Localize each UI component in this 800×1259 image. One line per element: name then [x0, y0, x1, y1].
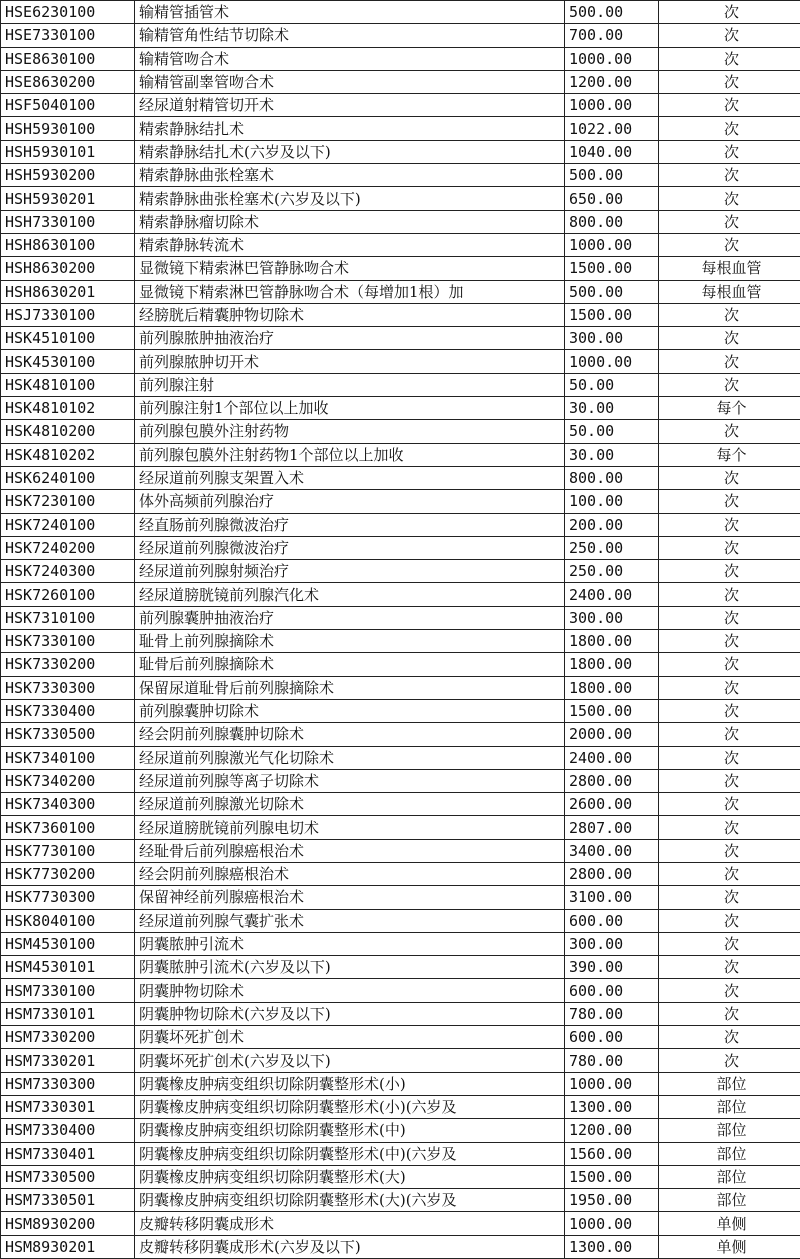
item-code: HSM4530100	[1, 932, 135, 955]
item-code: HSM8930200	[1, 1212, 135, 1235]
item-code: HSM7330401	[1, 1142, 135, 1165]
item-price: 1500.00	[565, 303, 659, 326]
table-row	[1, 420, 800, 443]
item-price: 1000.00	[565, 233, 659, 256]
item-price: 3400.00	[565, 839, 659, 862]
item-name: 阴囊橡皮肿病变组织切除阴囊整形术(小)(六岁及	[135, 1095, 565, 1118]
item-price: 1000.00	[565, 94, 659, 117]
item-name: 前列腺脓肿切开术	[135, 350, 565, 373]
item-name: 阴囊坏死扩创术	[135, 1026, 565, 1049]
item-name: 经尿道前列腺激光气化切除术	[135, 746, 565, 769]
item-unit: 次	[659, 303, 800, 326]
item-price: 250.00	[565, 536, 659, 559]
item-unit: 部位	[659, 1165, 800, 1188]
item-code: HSJ7330100	[1, 303, 135, 326]
item-code: HSK7340200	[1, 769, 135, 792]
item-price: 1000.00	[565, 1072, 659, 1095]
item-code: HSK7360100	[1, 816, 135, 839]
item-code: HSH8630200	[1, 257, 135, 280]
item-code: HSM7330300	[1, 1072, 135, 1095]
item-name: 阴囊肿物切除术	[135, 979, 565, 1002]
item-unit: 次	[659, 490, 800, 513]
item-code: HSK7230100	[1, 490, 135, 513]
item-unit: 每个	[659, 443, 800, 466]
item-name: 输精管插管术	[135, 1, 565, 24]
item-price: 1300.00	[565, 1235, 659, 1258]
table-row	[1, 210, 800, 233]
item-name: 显微镜下精索淋巴管静脉吻合术	[135, 257, 565, 280]
item-unit: 次	[659, 676, 800, 699]
table-row	[1, 862, 800, 885]
table-row	[1, 1235, 800, 1258]
item-name: 经会阴前列腺癌根治术	[135, 862, 565, 885]
item-code: HSK7330100	[1, 630, 135, 653]
item-code: HSM7330100	[1, 979, 135, 1002]
item-name: 阴囊橡皮肿病变组织切除阴囊整形术(小)	[135, 1072, 565, 1095]
item-price: 300.00	[565, 327, 659, 350]
item-unit: 部位	[659, 1189, 800, 1212]
item-unit: 次	[659, 560, 800, 583]
item-unit: 次	[659, 886, 800, 909]
item-price: 1950.00	[565, 1189, 659, 1212]
table-row	[1, 606, 800, 629]
item-code: HSH5930201	[1, 187, 135, 210]
item-unit: 次	[659, 839, 800, 862]
item-code: HSK7330200	[1, 653, 135, 676]
item-unit: 部位	[659, 1072, 800, 1095]
item-name: 阴囊橡皮肿病变组织切除阴囊整形术(大)	[135, 1165, 565, 1188]
table-row	[1, 327, 800, 350]
item-name: 精索静脉转流术	[135, 233, 565, 256]
item-price: 1500.00	[565, 257, 659, 280]
item-code: HSK8040100	[1, 909, 135, 932]
item-unit: 次	[659, 164, 800, 187]
item-name: 经尿道膀胱镜前列腺电切术	[135, 816, 565, 839]
item-name: 阴囊橡皮肿病变组织切除阴囊整形术(大)(六岁及	[135, 1189, 565, 1212]
table-row	[1, 140, 800, 163]
item-price: 500.00	[565, 164, 659, 187]
item-code: HSM7330301	[1, 1095, 135, 1118]
item-name: 精索静脉结扎术	[135, 117, 565, 140]
table-row	[1, 653, 800, 676]
item-name: 阴囊橡皮肿病变组织切除阴囊整形术(中)	[135, 1119, 565, 1142]
table-row	[1, 769, 800, 792]
item-unit: 次	[659, 117, 800, 140]
item-code: HSM7330200	[1, 1026, 135, 1049]
item-name: 经尿道射精管切开术	[135, 94, 565, 117]
table-row	[1, 1165, 800, 1188]
item-code: HSH8630201	[1, 280, 135, 303]
item-price: 2000.00	[565, 723, 659, 746]
table-row	[1, 676, 800, 699]
item-unit: 每个	[659, 397, 800, 420]
item-price: 30.00	[565, 397, 659, 420]
table-row	[1, 443, 800, 466]
item-name: 阴囊脓肿引流术(六岁及以下)	[135, 956, 565, 979]
table-row	[1, 886, 800, 909]
item-code: HSK4510100	[1, 327, 135, 350]
item-name: 经尿道前列腺激光切除术	[135, 793, 565, 816]
item-code: HSF5040100	[1, 94, 135, 117]
table-row	[1, 94, 800, 117]
item-price: 700.00	[565, 24, 659, 47]
item-price: 50.00	[565, 373, 659, 396]
item-price: 1000.00	[565, 47, 659, 70]
table-row	[1, 513, 800, 536]
item-name: 精索静脉曲张栓塞术	[135, 164, 565, 187]
item-price: 100.00	[565, 490, 659, 513]
item-price: 1200.00	[565, 1119, 659, 1142]
item-price: 1560.00	[565, 1142, 659, 1165]
item-name: 经尿道前列腺气囊扩张术	[135, 909, 565, 932]
item-unit: 次	[659, 653, 800, 676]
table-row	[1, 909, 800, 932]
table-row	[1, 699, 800, 722]
table-row	[1, 280, 800, 303]
item-name: 阴囊橡皮肿病变组织切除阴囊整形术(中)(六岁及	[135, 1142, 565, 1165]
table-row	[1, 117, 800, 140]
table-row	[1, 1072, 800, 1095]
item-price: 1040.00	[565, 140, 659, 163]
table-row	[1, 1026, 800, 1049]
item-unit: 次	[659, 187, 800, 210]
item-price: 1800.00	[565, 630, 659, 653]
item-unit: 次	[659, 70, 800, 93]
item-unit: 单侧	[659, 1235, 800, 1258]
item-price: 300.00	[565, 606, 659, 629]
item-unit: 次	[659, 24, 800, 47]
item-unit: 次	[659, 699, 800, 722]
item-code: HSK6240100	[1, 466, 135, 489]
item-code: HSK7330400	[1, 699, 135, 722]
table-row	[1, 397, 800, 420]
item-price: 390.00	[565, 956, 659, 979]
item-name: 阴囊坏死扩创术(六岁及以下)	[135, 1049, 565, 1072]
item-name: 前列腺注射1个部位以上加收	[135, 397, 565, 420]
item-code: HSK7240100	[1, 513, 135, 536]
table-row	[1, 560, 800, 583]
table-row	[1, 839, 800, 862]
table-row	[1, 350, 800, 373]
item-name: 经直肠前列腺微波治疗	[135, 513, 565, 536]
item-unit: 单侧	[659, 1212, 800, 1235]
table-row	[1, 1189, 800, 1212]
table-row	[1, 1119, 800, 1142]
item-unit: 次	[659, 862, 800, 885]
item-unit: 次	[659, 1, 800, 24]
item-code: HSM7330101	[1, 1002, 135, 1025]
item-unit: 次	[659, 979, 800, 1002]
item-name: 精索静脉曲张栓塞术(六岁及以下)	[135, 187, 565, 210]
item-code: HSM7330400	[1, 1119, 135, 1142]
item-name: 皮瓣转移阴囊成形术(六岁及以下)	[135, 1235, 565, 1258]
item-price: 50.00	[565, 420, 659, 443]
item-name: 阴囊脓肿引流术	[135, 932, 565, 955]
item-name: 前列腺包膜外注射药物1个部位以上加收	[135, 443, 565, 466]
item-unit: 次	[659, 583, 800, 606]
table-row	[1, 1212, 800, 1235]
item-code: HSM7330201	[1, 1049, 135, 1072]
item-price: 2600.00	[565, 793, 659, 816]
table-row	[1, 1002, 800, 1025]
item-name: 前列腺注射	[135, 373, 565, 396]
item-unit: 次	[659, 373, 800, 396]
item-price: 2400.00	[565, 746, 659, 769]
item-price: 30.00	[565, 443, 659, 466]
table-row	[1, 466, 800, 489]
item-name: 皮瓣转移阴囊成形术	[135, 1212, 565, 1235]
table-row	[1, 793, 800, 816]
item-code: HSK4810202	[1, 443, 135, 466]
item-unit: 次	[659, 956, 800, 979]
table-row	[1, 490, 800, 513]
item-price: 780.00	[565, 1002, 659, 1025]
item-name: 阴囊肿物切除术(六岁及以下)	[135, 1002, 565, 1025]
item-code: HSK7340300	[1, 793, 135, 816]
table-row	[1, 932, 800, 955]
table-row	[1, 1049, 800, 1072]
item-price: 1022.00	[565, 117, 659, 140]
item-name: 输精管吻合术	[135, 47, 565, 70]
item-unit: 每根血管	[659, 257, 800, 280]
item-price: 2800.00	[565, 769, 659, 792]
table-row	[1, 816, 800, 839]
item-name: 输精管角性结节切除术	[135, 24, 565, 47]
item-price: 2807.00	[565, 816, 659, 839]
item-code: HSK7730300	[1, 886, 135, 909]
item-code: HSK7730100	[1, 839, 135, 862]
item-code: HSK4810102	[1, 397, 135, 420]
item-name: 经膀胱后精囊肿物切除术	[135, 303, 565, 326]
item-unit: 次	[659, 932, 800, 955]
item-code: HSK7330300	[1, 676, 135, 699]
item-code: HSM4530101	[1, 956, 135, 979]
item-code: HSK4530100	[1, 350, 135, 373]
item-name: 保留尿道耻骨后前列腺摘除术	[135, 676, 565, 699]
item-price: 800.00	[565, 210, 659, 233]
item-unit: 次	[659, 536, 800, 559]
table-row	[1, 1142, 800, 1165]
item-code: HSK7240200	[1, 536, 135, 559]
item-unit: 次	[659, 769, 800, 792]
item-unit: 次	[659, 746, 800, 769]
item-code: HSM7330500	[1, 1165, 135, 1188]
item-name: 保留神经前列腺癌根治术	[135, 886, 565, 909]
item-price: 200.00	[565, 513, 659, 536]
table-row	[1, 24, 800, 47]
table-row	[1, 956, 800, 979]
item-name: 精索静脉瘤切除术	[135, 210, 565, 233]
item-code: HSM8930201	[1, 1235, 135, 1258]
table-row	[1, 723, 800, 746]
item-price: 600.00	[565, 1026, 659, 1049]
item-unit: 次	[659, 793, 800, 816]
item-code: HSK7260100	[1, 583, 135, 606]
item-name: 经尿道前列腺射频治疗	[135, 560, 565, 583]
item-name: 经会阴前列腺囊肿切除术	[135, 723, 565, 746]
item-name: 前列腺包膜外注射药物	[135, 420, 565, 443]
item-unit: 次	[659, 1002, 800, 1025]
item-unit: 次	[659, 513, 800, 536]
table-row	[1, 303, 800, 326]
table-row	[1, 233, 800, 256]
table-row	[1, 1, 800, 24]
item-code: HSH5930101	[1, 140, 135, 163]
item-price: 1500.00	[565, 1165, 659, 1188]
table-row	[1, 1095, 800, 1118]
table-row	[1, 70, 800, 93]
item-price: 780.00	[565, 1049, 659, 1072]
item-price: 1000.00	[565, 350, 659, 373]
item-name: 前列腺脓肿抽液治疗	[135, 327, 565, 350]
item-code: HSM7330501	[1, 1189, 135, 1212]
item-price: 250.00	[565, 560, 659, 583]
item-name: 输精管副睾管吻合术	[135, 70, 565, 93]
item-code: HSK7730200	[1, 862, 135, 885]
item-unit: 次	[659, 233, 800, 256]
item-code: HSH5930100	[1, 117, 135, 140]
item-price: 1800.00	[565, 653, 659, 676]
table-row	[1, 373, 800, 396]
table-row	[1, 979, 800, 1002]
item-price: 2400.00	[565, 583, 659, 606]
item-code: HSK7330500	[1, 723, 135, 746]
item-price: 500.00	[565, 280, 659, 303]
item-price: 600.00	[565, 979, 659, 1002]
item-name: 显微镜下精索淋巴管静脉吻合术（每增加1根）加	[135, 280, 565, 303]
item-name: 前列腺囊肿抽液治疗	[135, 606, 565, 629]
item-unit: 部位	[659, 1095, 800, 1118]
table-row	[1, 164, 800, 187]
item-name: 经尿道前列腺微波治疗	[135, 536, 565, 559]
item-price: 1800.00	[565, 676, 659, 699]
item-unit: 次	[659, 1049, 800, 1072]
item-price: 1300.00	[565, 1095, 659, 1118]
item-code: HSE8630100	[1, 47, 135, 70]
item-price: 600.00	[565, 909, 659, 932]
item-name: 精索静脉结扎术(六岁及以下)	[135, 140, 565, 163]
item-name: 经尿道前列腺支架置入术	[135, 466, 565, 489]
item-price: 2800.00	[565, 862, 659, 885]
item-unit: 次	[659, 1026, 800, 1049]
item-code: HSE6230100	[1, 1, 135, 24]
item-code: HSH8630100	[1, 233, 135, 256]
item-unit: 次	[659, 327, 800, 350]
table-row	[1, 630, 800, 653]
item-price: 1000.00	[565, 1212, 659, 1235]
item-name: 经耻骨后前列腺癌根治术	[135, 839, 565, 862]
item-unit: 部位	[659, 1142, 800, 1165]
item-code: HSK7240300	[1, 560, 135, 583]
fee-table-body	[1, 1, 800, 1259]
item-unit: 次	[659, 140, 800, 163]
item-unit: 每根血管	[659, 280, 800, 303]
item-code: HSH7330100	[1, 210, 135, 233]
item-unit: 次	[659, 466, 800, 489]
item-unit: 次	[659, 630, 800, 653]
item-code: HSH5930200	[1, 164, 135, 187]
item-price: 300.00	[565, 932, 659, 955]
table-row	[1, 746, 800, 769]
item-name: 前列腺囊肿切除术	[135, 699, 565, 722]
item-price: 500.00	[565, 1, 659, 24]
item-unit: 次	[659, 816, 800, 839]
item-code: HSK7340100	[1, 746, 135, 769]
item-unit: 次	[659, 723, 800, 746]
table-row	[1, 257, 800, 280]
item-unit: 次	[659, 350, 800, 373]
item-name: 经尿道前列腺等离子切除术	[135, 769, 565, 792]
item-name: 体外高频前列腺治疗	[135, 490, 565, 513]
item-unit: 部位	[659, 1119, 800, 1142]
item-code: HSE8630200	[1, 70, 135, 93]
item-price: 1500.00	[565, 699, 659, 722]
item-code: HSK7310100	[1, 606, 135, 629]
item-unit: 次	[659, 94, 800, 117]
item-name: 耻骨后前列腺摘除术	[135, 653, 565, 676]
item-unit: 次	[659, 909, 800, 932]
item-unit: 次	[659, 420, 800, 443]
item-unit: 次	[659, 606, 800, 629]
item-code: HSK4810100	[1, 373, 135, 396]
item-unit: 次	[659, 47, 800, 70]
item-name: 经尿道膀胱镜前列腺汽化术	[135, 583, 565, 606]
table-row	[1, 536, 800, 559]
table-row	[1, 187, 800, 210]
item-unit: 次	[659, 210, 800, 233]
item-name: 耻骨上前列腺摘除术	[135, 630, 565, 653]
item-price: 3100.00	[565, 886, 659, 909]
item-price: 650.00	[565, 187, 659, 210]
table-row	[1, 583, 800, 606]
item-price: 800.00	[565, 466, 659, 489]
item-code: HSK4810200	[1, 420, 135, 443]
item-code: HSE7330100	[1, 24, 135, 47]
item-price: 1200.00	[565, 70, 659, 93]
table-row	[1, 47, 800, 70]
